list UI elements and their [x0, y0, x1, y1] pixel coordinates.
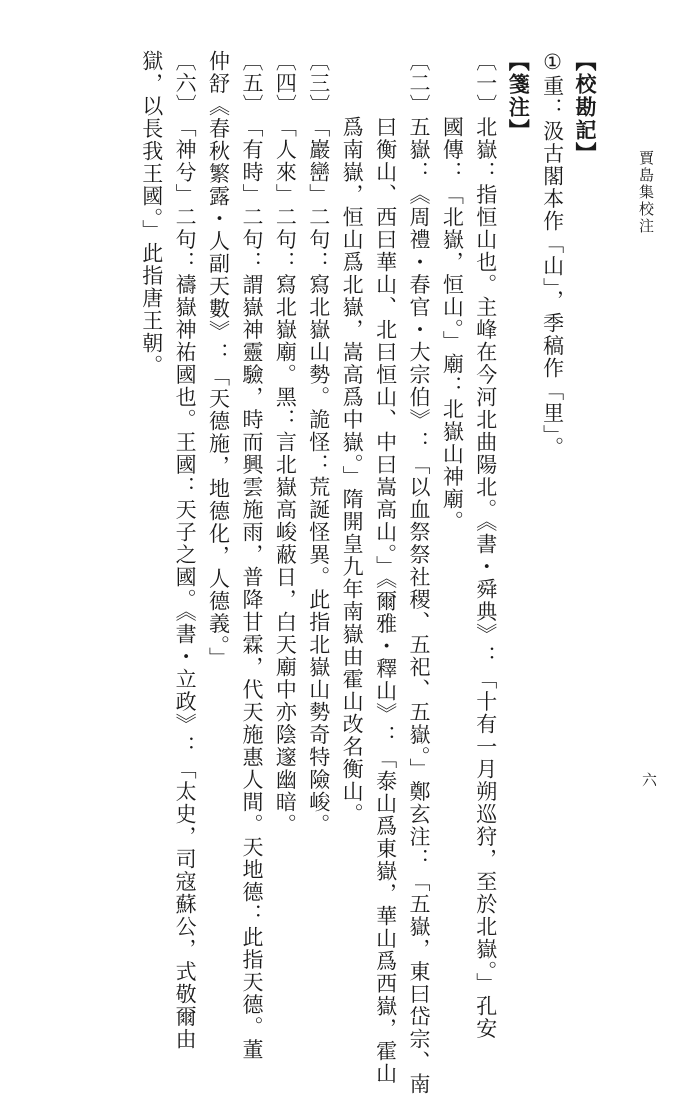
note-number: 〔四〕	[273, 50, 298, 116]
commentary-note-1-line-1	[468, 50, 501, 1040]
note-text: 五嶽：《周禮・春官・大宗伯》：「以血祭祭社稷、五祀、五嶽。」鄭玄注：「五嶽，東曰岱宗、南	[406, 116, 431, 1096]
note-text: 「有時」二句：謂嶽神靈驗，時而興雲施雨，普降甘霖，代天施惠人間。天地德：此指天德。董	[239, 116, 264, 1061]
page-number: 六	[640, 772, 658, 787]
commentary-note-2-line-3	[335, 50, 368, 912]
running-head: 賈島集校注	[637, 150, 655, 235]
commentary-note-5-line-2	[201, 50, 234, 912]
commentary-note-6-line-1	[168, 50, 201, 1051]
commentary-heading: 【箋注】	[506, 50, 532, 142]
commentary-note-6-line-2	[134, 50, 167, 912]
note-text: 重：汲古閣本作「山」，季稿作「里」。	[540, 75, 565, 459]
collation-note	[535, 50, 568, 912]
commentary-note-5-line-1	[235, 50, 268, 1061]
note-text: 北嶽：指恒山也。主峰在今河北曲陽北。《書・舜典》：「十有一月朔巡狩，至於北嶽。」孔安	[473, 116, 498, 1040]
note-text: 「人來」二句：寫北嶽廟。黑：言北嶽高峻蔽日，白天廟中亦陰邃幽暗。	[273, 116, 298, 836]
note-text: 「神兮」二句：禱嶽神祐國也。王國：天子之國。《書・立政》：「太史，司寇蘇公，式敬爾由	[173, 116, 198, 1051]
note-text: 曰衡山、西曰華山、北曰恒山、中曰嵩高山。」《爾雅・釋山》：「泰山爲東嶽，華山爲西嶽，霍山	[373, 116, 398, 1085]
note-number: 〔二〕	[406, 50, 431, 116]
note-text: 爲南嶽，恒山爲北嶽，嵩高爲中嶽。」隋開皇九年南嶽由霍山改名衡山。	[340, 116, 365, 826]
collation-heading: 【校勘記】	[573, 50, 598, 165]
note-number: 〔三〕	[306, 50, 331, 116]
note-number: ①	[540, 50, 565, 75]
note-text: 仲舒《春秋繁露・人副天數》：「天德施，地德化，人德義。」	[206, 50, 231, 670]
note-number: 〔五〕	[239, 50, 264, 116]
note-text: 國傳：「北嶽，恒山。」廟：北嶽山神廟。	[440, 116, 465, 533]
commentary-note-2-line-1	[402, 50, 435, 1096]
note-number: 〔六〕	[173, 50, 198, 116]
commentary-note-2-line-2	[368, 50, 401, 1085]
note-text: 獄，以長我王國。」此指唐王朝。	[139, 50, 164, 377]
note-number: 〔一〕	[473, 50, 498, 116]
commentary-note-3-line-1	[301, 50, 334, 912]
note-text: 「巖巒」二句：寫北嶽山勢。詭怪：荒誕怪異。此指北嶽山勢奇特險峻。	[306, 116, 331, 836]
commentary-note-1-line-2	[435, 50, 468, 912]
commentary-note-4-line-1	[268, 50, 301, 912]
annotation-body	[134, 50, 602, 1096]
